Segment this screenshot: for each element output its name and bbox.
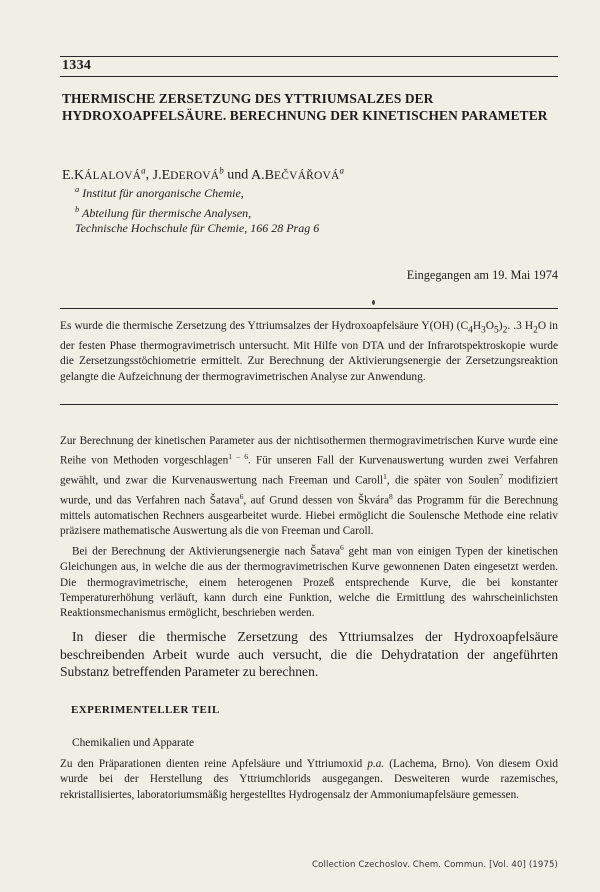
affiliation-b: $^b$ Abteilung für thermische Analysen, — [75, 203, 252, 220]
author-list: E.KÁLALOVÁ$^a$, J.EDEROVÁ$^b$ und A.BEČVÁŘOVÁ$^a$ — [62, 165, 344, 183]
author-2: J.EDEROVÁ$^b$ — [152, 165, 224, 183]
section-paragraph: Zu den Präparationen dienten reine Apfelsäure und Yttriumoxid p.a. (Lachema, Brno). Von diesem Oxid wurde bei der Herstellung des Yttriumchlorids ausgegangen. Desweiteren wurde razemisches, rekristallisiertes, laboratoriumsmäßig hergestelltes Hydrogensalz der Ammoniumapfelsäure gemessen. — [60, 758, 558, 801]
author-3: A.BEČVÁŘOVÁ$^a$ — [251, 165, 344, 183]
paragraph-3: In dieser die thermische Zersetzung des Yttriumsalzes der Hydroxoapfelsäure beschreibenden Arbeit wurde auch versucht, die die Dehydratation der angeführten Substanz betreffenden Parameter zu berechnen. — [60, 629, 558, 680]
page-number: 1334 — [62, 58, 92, 73]
abstract-bottom-rule — [60, 404, 558, 405]
journal-citation: Collection Czechoslov. Chem. Commun. [Vol. 40] (1975) — [312, 860, 558, 870]
article-title: THERMISCHE ZERSETZUNG DES YTTRIUMSALZES DER HYDROXOAPFELSÄURE. BERECHNUNG DER KINETISCHEN PARAMETER — [62, 91, 548, 123]
section-heading: EXPERIMENTELLER TEIL — [71, 704, 220, 716]
affiliation-a: $^a$ Institut für anorganische Chemie, — [75, 184, 244, 200]
affiliation-address: Technische Hochschule für Chemie, 166 28 Prag 6 — [75, 221, 320, 235]
paragraph-1: Zur Berechnung der kinetischen Parameter aus der nichtisothermen thermogravimetrischen Kurve wurde eine Reihe von Methoden vorgeschlagen$^{1 - 6}$. Für unseren Fall der Kurvenauswertung wurden zwei Verfahren gewählt, und zwar die Kurvenauswertung nach Freeman und Caroll$^1$, die später von Soulen$^7$ modifiziert wurde, und das Verfahren nach Šatava$^6$, auf Grund dessen von Škvára$^8$ das Programm für die Berechnung mittels automatischen Rechners ausgearbeitet wurde. Hiebei ermöglicht die Soulensche Methode eine relativ präzisere mathematische Auswertung als die von Freeman und Caroll. — [60, 435, 558, 538]
subsection-heading: Chemikalien und Apparate — [72, 737, 195, 749]
abstract: Es wurde die thermische Zersetzung des Yttriumsalzes der Hydroxoapfelsäure Y(OH) $(C_4H_3O_5)_2$. .3 $H_2O$ in der festen Phase thermogravimetrisch untersucht. Mit Hilfe von DTA und der Infrarotspektroskopie wurde die Zersetzungsstöchiometrie ermittelt. Zur Berechnung der Aktivierungsenergie der Zersetzungsreaktion gelangte die Aufzeichnung der thermogravimetrischen Analyse zur Anwendung. — [60, 320, 558, 383]
authors-connector: und — [227, 167, 249, 183]
top-rule — [60, 56, 558, 57]
introduction — [60, 434, 558, 681]
header-rule — [60, 76, 558, 77]
print-mark — [372, 300, 375, 305]
author-1: E.KÁLALOVÁ$^a$ — [62, 165, 146, 183]
affiliations — [75, 182, 545, 237]
received-date: Eingegangen am 19. Mai 1974 — [406, 268, 558, 282]
abstract-top-rule — [60, 308, 558, 309]
paragraph-2: Bei der Berechnung der Aktivierungsenergie nach Šatava$^6$ geht man von einigen Typen der kinetischen Gleichungen aus, in welche die aus der thermogravimetrischen Kurve gewonnenen Daten eingesetzt werden. Die thermogravimetrische, einem heterogenen Prozeß entsprechende Kurve, die bei konstanter Temperaturerhöhung verläuft, kann durch eine Funktion, welche die Ermittlung des wahrscheinlichsten Reaktionsmechanismus ermöglicht, beschrieben werden. — [60, 543, 558, 619]
